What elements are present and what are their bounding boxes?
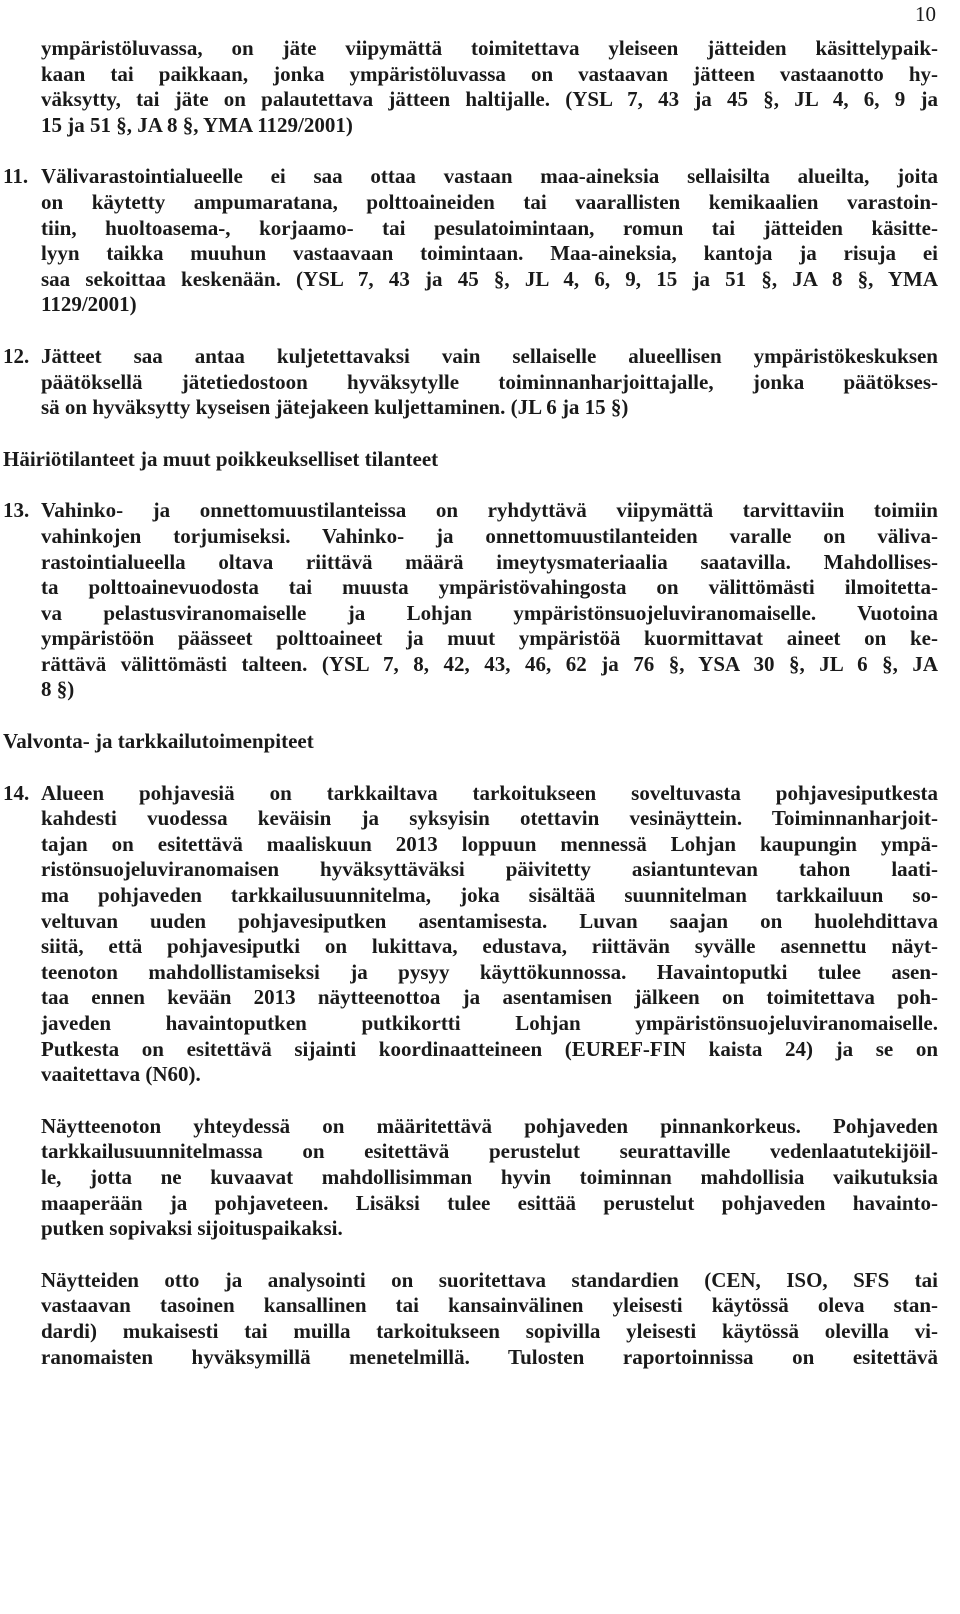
text-line: päätöksellä jätetiedostoon hyväksytylle toiminnanharjoittajalle, jonka päätökses-	[41, 369, 938, 394]
text-line: putken sopivaksi sijoituspaikaksi.	[41, 1216, 343, 1241]
text-line: taa ennen kevään 2013 näytteenottoa ja asentamisen jälkeen on toimitettava poh-	[41, 985, 938, 1010]
page-number: 10	[915, 2, 936, 26]
text-line: on käytetty ampumaratana, polttoaineiden tai vaarallisten kemikaalien varastoin-	[41, 189, 938, 214]
text-line: Putkesta on esitettävä sijainti koordinaatteineen (EUREF-FIN kaista 24) ja se on	[41, 1036, 938, 1061]
text-line: vahinkojen torjumiseksi. Vahinko- ja onnettomuustilanteiden varalle on väliva-	[41, 523, 938, 548]
text-line: 8 §)	[41, 677, 75, 702]
paragraph-number: 13.	[3, 498, 30, 523]
paragraph-continued	[41, 36, 938, 138]
text-line: le, jotta ne kuvaavat mahdollisimman hyvin toiminnan mahdollisia vaikutuksia	[41, 1164, 938, 1189]
text-line: dardi) mukaisesti tai muilla tarkoitukseen sopivilla yleisesti käytössä olevilla vi-	[41, 1318, 938, 1343]
paragraph-number: 11.	[3, 164, 29, 189]
text-line: vastaavan tasoinen kansallinen tai kansainvälinen yleisesti käytössä oleva stan-	[41, 1293, 938, 1318]
text-line: kaan tai paikkaan, jonka ympäristöluvassa on vastaavan jätteen vastaanotto hy-	[41, 61, 938, 86]
text-line: vaaitettava (N60).	[41, 1062, 201, 1087]
text-line: maaperään ja pohjaveteen. Lisäksi tulee esittää perustelut pohjaveden havainto-	[41, 1190, 938, 1215]
paragraph-14-standards	[41, 1268, 938, 1370]
text-line: lyyn taikka muuhun vastaavaan toimintaan. Maa-aineksia, kantoja ja risuja ei	[41, 241, 938, 266]
text-line: javeden havaintoputken putkikortti Lohjan ympäristönsuojeluviranomaiselle.	[41, 1011, 938, 1035]
paragraph-number: 12.	[3, 343, 30, 368]
text-line: Näytteenoton yhteydessä on määritettävä pohjaveden pinnankorkeus. Pohjaveden	[41, 1113, 938, 1138]
text-line: rastointialueella oltava riittävä määrä imeytysmateriaalia saatavilla. Mahdollises-	[41, 549, 938, 574]
text-line: sä on hyväksytty kyseisen jätejakeen kuljettaminen. (JL 6 ja 15 §)	[41, 395, 629, 420]
text-line: ma pohjaveden tarkkailusuunnitelma, joka sisältää suunnitelman tarkkailuun so-	[41, 883, 938, 908]
text-line: Jätteet saa antaa kuljetettavaksi vain sellaiselle alueellisen ympäristökeskuksen	[41, 343, 938, 368]
document-body	[0, 36, 960, 1370]
text-line: Näytteiden otto ja analysointi on suoritettava standardien (CEN, ISO, SFS tai	[41, 1267, 938, 1292]
paragraph-11	[3, 164, 938, 318]
text-line: ympäristöluvassa, on jäte viipymättä toimitettava yleiseen jätteiden käsittelypaik-	[41, 36, 938, 60]
paragraph-14-continued	[41, 1114, 938, 1242]
text-line: va pelastusviranomaiselle ja Lohjan ympäristönsuojeluviranomaiselle. Vuotoina	[41, 600, 938, 625]
text-line: tajan on esitettävä maaliskuun 2013 loppuun mennessä Lohjan kaupungin ympä-	[41, 831, 938, 856]
text-line: Alueen pohjavesiä on tarkkailtava tarkoitukseen soveltuvasta pohjavesiputkesta	[41, 780, 938, 805]
paragraph-14	[3, 780, 938, 1088]
paragraph-number: 14.	[3, 780, 30, 805]
text-line: väksytty, tai jäte on palautettava jätteen haltijalle. (YSL 7, 43 ja 45 §, JL 4, 6, 9 ja	[41, 87, 938, 112]
paragraph-12	[3, 343, 938, 421]
text-line: tiin, huoltoasema-, korjaamo- tai pesulatoimintaan, romun tai jätteiden käsitte-	[41, 215, 938, 240]
text-line: ristönsuojeluviranomaisen hyväksyttäväksi päivitetty asiantuntevan tahon laati-	[41, 857, 938, 882]
section-heading: Häiriötilanteet ja muut poikkeukselliset tilanteet	[3, 446, 439, 471]
text-line: ympäristöön päässeet polttoaineet ja muut ympäristöä kuormittavat aineet on ke-	[41, 626, 938, 651]
text-line: Vahinko- ja onnettomuustilanteissa on ryhdyttävä viipymättä tarvittaviin toimiin	[41, 498, 938, 523]
text-line: rättävä välittömästi talteen. (YSL 7, 8, 42, 43, 46, 62 ja 76 §, YSA 30 §, JL 6 §, JA	[41, 651, 938, 676]
text-line: saa sekoittaa keskenään. (YSL 7, 43 ja 45 §, JL 4, 6, 9, 15 ja 51 §, JA 8 §, YMA	[41, 266, 938, 291]
text-line: ta polttoainevuodosta tai muusta ympäristövahingosta on välittömästi ilmoitetta-	[41, 575, 938, 600]
text-line: 1129/2001)	[41, 292, 137, 317]
text-line: teenoton mahdollistamiseksi ja pysyy käyttökunnossa. Havaintoputki tulee asen-	[41, 959, 938, 984]
text-line: Välivarastointialueelle ei saa ottaa vastaan maa-aineksia sellaisilta alueilta, joita	[41, 164, 938, 189]
text-line: 15 ja 51 §, JA 8 §, YMA 1129/2001)	[41, 112, 353, 137]
text-line: ranomaisten hyväksymillä menetelmillä. Tulosten raportoinnissa on esitettävä	[41, 1344, 938, 1369]
section-heading: Valvonta- ja tarkkailutoimenpiteet	[3, 729, 314, 754]
text-line: tarkkailusuunnitelmassa on esitettävä perustelut seurattaville vedenlaatutekijöil-	[41, 1139, 938, 1164]
paragraph-13	[3, 498, 938, 703]
text-line: siitä, että pohjavesiputki on lukittava, edustava, riittävän syvälle asennettu näyt-	[41, 934, 938, 959]
text-line: kahdesti vuodessa keväisin ja syksyisin otettavin vesinäyttein. Toiminnanharjoit-	[41, 806, 938, 831]
text-line: veltuvan uuden pohjavesiputken asentamisesta. Luvan saajan on huolehdittava	[41, 908, 938, 933]
